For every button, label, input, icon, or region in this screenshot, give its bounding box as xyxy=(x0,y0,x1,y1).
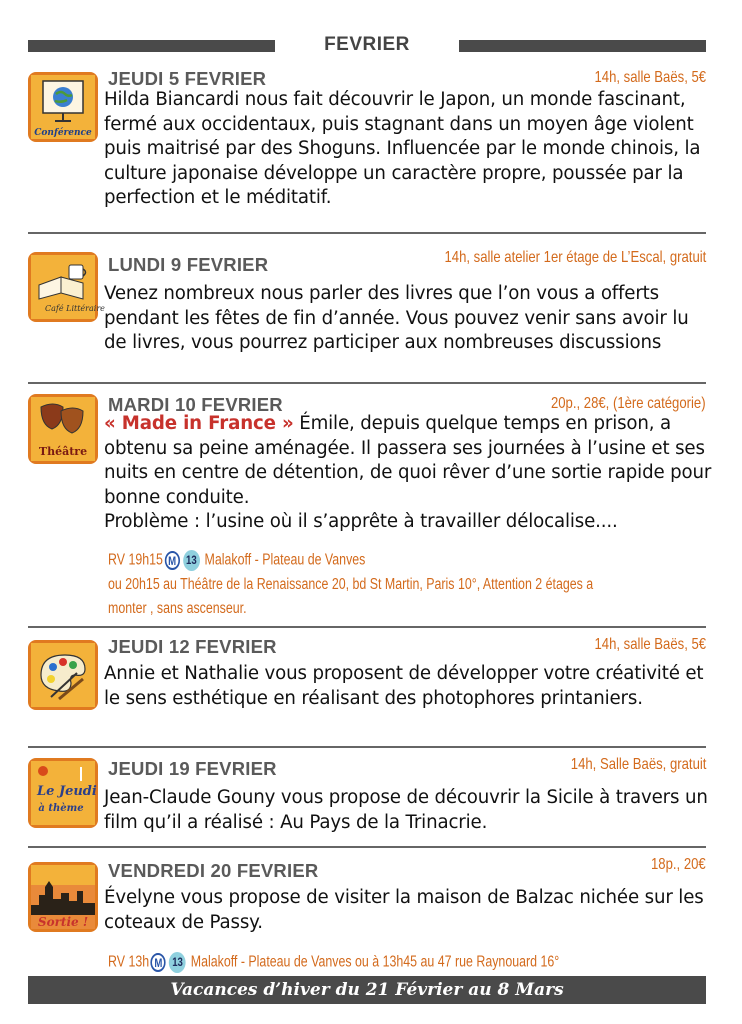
cafe-litteraire-label: Café Littéraire xyxy=(45,304,105,313)
event-info: 14h, salle Baës, 5€ xyxy=(594,636,706,653)
event-description: Évelyne vous propose de visiter la maison de Balzac nichée sur les coteaux de Passy. xyxy=(104,887,704,933)
event-info: 20p., 28€, (1ère catégorie) xyxy=(551,395,706,412)
sortie-label: Sortie ! xyxy=(37,915,89,929)
conference-icon xyxy=(28,72,98,142)
event-description: Annie et Nathalie vous proposent de développer votre créativité et le sens esthétique en réalisant des photophores printaniers. xyxy=(104,663,704,709)
sortie-city-icon xyxy=(28,862,98,932)
month-title: FEVRIER xyxy=(324,34,410,55)
rendezvous-alt: ou 20h15 au Théâtre de la Renaissance 20, bd St Martin, Paris 10°, Attention 2 étages a xyxy=(108,576,594,593)
event-info: 14h, Salle Baës, gratuit xyxy=(570,756,706,773)
event-description: Hilda Biancardi nous fait découvrir le Japon, un monde fascinant, fermé aux occidentaux, puis stagnant dans un moyen âge violent puis maitrisé par des Shoguns. Influencée par le monde chinois, la culture japonaise développe un caractère propre, poussée par la perfection et le méditatif. xyxy=(104,89,701,208)
event-vendredi-20 xyxy=(28,854,706,972)
cafe-litteraire-icon xyxy=(28,252,105,322)
show-title: « Made in France » xyxy=(104,413,294,434)
event-day: VENDREDI 20 FEVRIER xyxy=(108,860,319,881)
separator xyxy=(28,746,706,748)
jeudi-label: Le Jeudi xyxy=(37,784,97,799)
separator xyxy=(28,382,706,384)
metro-icon: M xyxy=(151,953,166,972)
rendezvous-line xyxy=(108,550,365,571)
separator xyxy=(28,232,706,234)
rendezvous-line xyxy=(108,952,559,973)
event-lundi-9 xyxy=(28,244,706,380)
metro-line-13-icon: 13 xyxy=(183,550,200,571)
event-day: JEUDI 12 FEVRIER xyxy=(108,636,277,657)
month-header xyxy=(28,34,706,58)
event-info: 14h, salle Baës, 5€ xyxy=(594,69,706,86)
event-description xyxy=(104,412,714,535)
conference-label: Conférence xyxy=(34,128,92,138)
holiday-banner: Vacances d’hiver du 21 Février au 8 Mars xyxy=(28,976,706,1004)
metro-line-13-icon: 13 xyxy=(169,952,186,973)
show-summary-2: Problème : l’usine où il s’apprête à travailler délocalise.... xyxy=(104,511,618,532)
rv-time: RV 19h15 xyxy=(108,551,163,569)
metro-icon: M xyxy=(165,551,180,570)
event-jeudi-12 xyxy=(28,634,706,744)
event-description: Jean-Claude Gouny vous propose de découvrir la Sicile à travers un film qu’il a réalisé : Au Pays de la Trinacrie. xyxy=(104,787,708,833)
event-day: JEUDI 5 FEVRIER xyxy=(108,68,267,89)
theatre-label: Théâtre xyxy=(38,445,88,458)
rv-place: Malakoff - Plateau de Vanves xyxy=(204,551,366,569)
event-day: JEUDI 19 FEVRIER xyxy=(108,758,277,779)
event-day: MARDI 10 FEVRIER xyxy=(108,394,283,415)
separator xyxy=(28,846,706,848)
separator xyxy=(28,626,706,628)
palette-icon xyxy=(28,640,98,710)
event-jeudi-5 xyxy=(28,66,706,226)
event-jeudi-19 xyxy=(28,754,706,844)
show-summary: Émile, depuis quelque temps en prison, a obtenu sa peine aménagée. Il passera ses journées à l’usine et ses nuits en centre de détention, de quoi rêver d’une sortie rapide pour bonne conduite. xyxy=(104,413,712,508)
theatre-masks-icon xyxy=(28,394,98,464)
jeudi-a-theme-icon xyxy=(28,758,98,828)
theme-label: à thème xyxy=(38,803,84,814)
header-bar-right xyxy=(459,40,706,52)
event-info: 14h, salle atelier 1er étage de L’Escal, gratuit xyxy=(444,249,706,266)
event-mardi-10 xyxy=(28,390,712,622)
rv-place: Malakoff - Plateau de Vanves ou à 13h45 au 47 rue Raynouard 16° xyxy=(190,953,560,971)
event-day: LUNDI 9 FEVRIER xyxy=(108,254,269,275)
event-description: Venez nombreux nous parler des livres que l’on vous a offerts pendant les fêtes de fin d’année. Vous pouvez venir sans avoir lu de livres, vous pourrez participer aux nombreuses discussions xyxy=(104,283,689,353)
rendezvous-alt-2: monter , sans ascenseur. xyxy=(108,600,247,617)
event-info: 18p., 20€ xyxy=(651,856,706,873)
rv-time: RV 13h xyxy=(108,953,150,971)
